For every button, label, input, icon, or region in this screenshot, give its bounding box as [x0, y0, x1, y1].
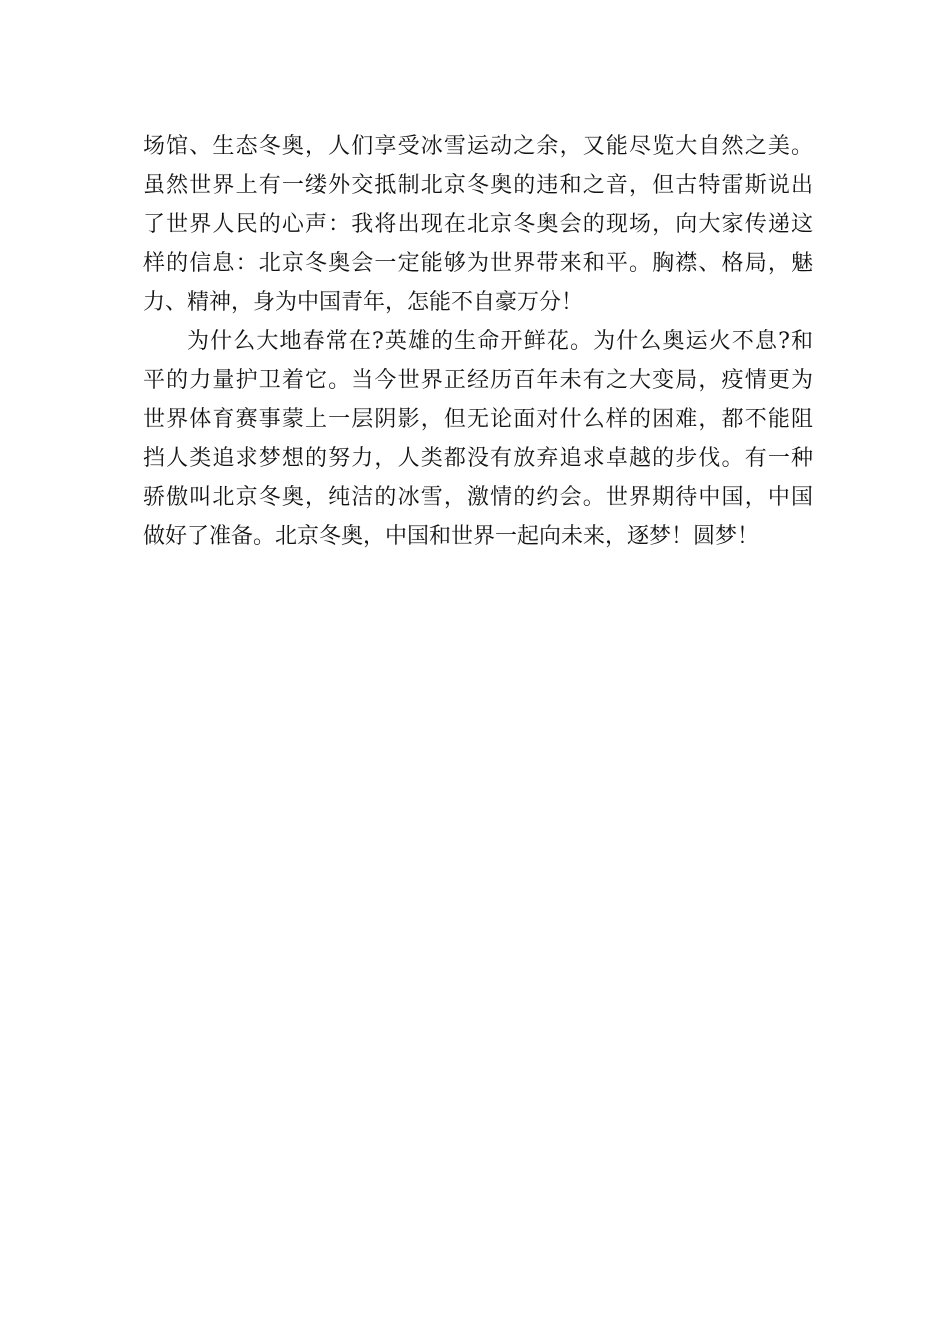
paragraph-1	[143, 127, 813, 322]
text-line: 力、精神，身为中国青年，怎能不自豪万分！	[143, 290, 584, 315]
text-line: 挡人类追求梦想的努力，人类都没有放弃追求卓越的步伐。有一种	[143, 446, 813, 471]
text-line: 为什么大地春常在?英雄的生命开鲜花。为什么奥运火不息?和	[187, 329, 813, 354]
text-line: 平的力量护卫着它。当今世界正经历百年未有之大变局，疫情更为	[143, 368, 813, 393]
text-line: 了世界人民的心声：我将出现在北京冬奥会的现场，向大家传递这	[143, 212, 813, 237]
text-line: 世界体育赛事蒙上一层阴影，但无论面对什么样的困难，都不能阻	[143, 407, 813, 432]
text-line: 场馆、生态冬奥，人们享受冰雪运动之余，又能尽览大自然之美。	[143, 134, 813, 159]
text-line: 样的信息：北京冬奥会一定能够为世界带来和平。胸襟、格局，魅	[143, 251, 813, 276]
text-line: 做好了准备。北京冬奥，中国和世界一起向未来，逐梦！圆梦！	[143, 524, 760, 549]
body-text	[143, 127, 813, 556]
text-line: 骄傲叫北京冬奥，纯洁的冰雪，激情的约会。世界期待中国，中国	[143, 485, 813, 510]
text-line: 虽然世界上有一缕外交抵制北京冬奥的违和之音，但古特雷斯说出	[143, 173, 813, 198]
paragraph-2	[143, 322, 813, 556]
